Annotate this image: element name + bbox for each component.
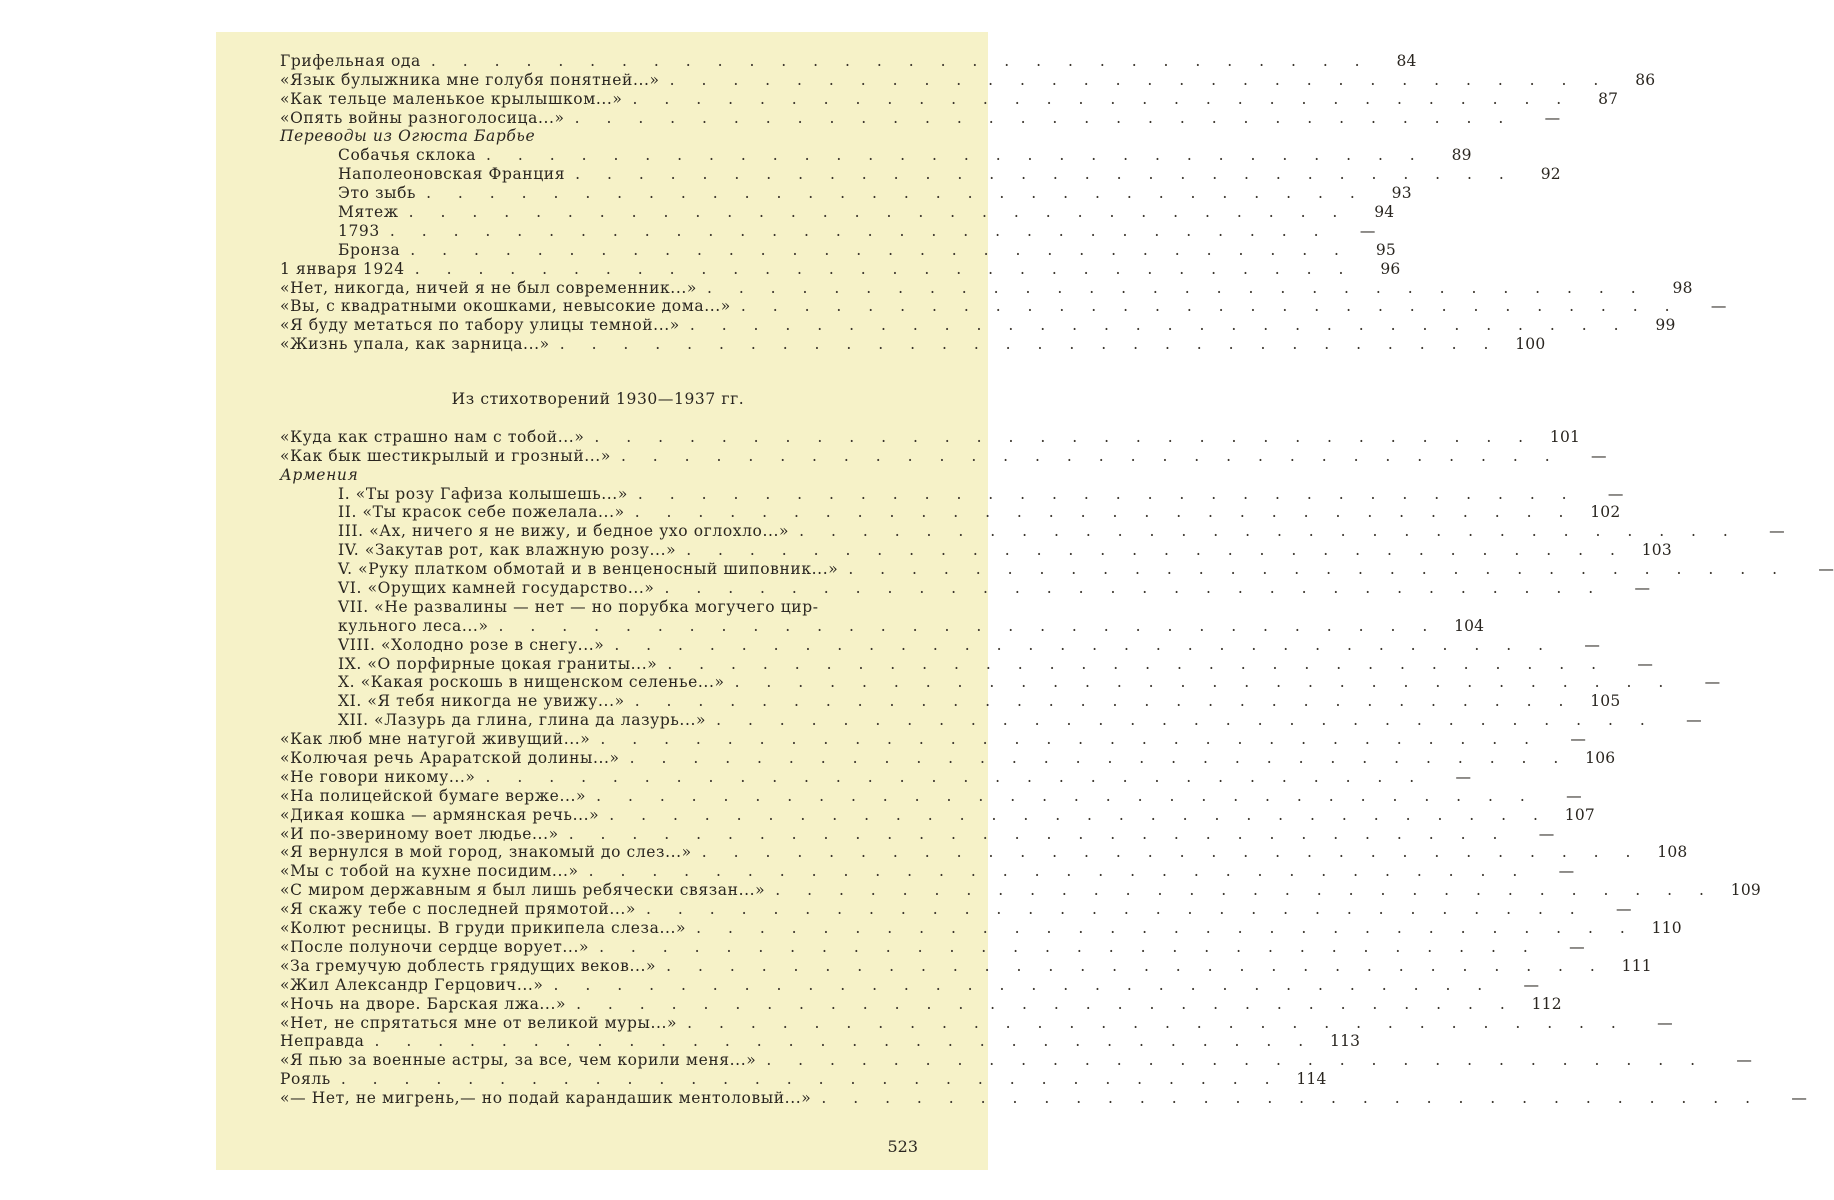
- toc-entry-title: «Как тельце маленькое крылышком...»: [280, 89, 623, 108]
- toc-entry: [280, 144, 1472, 165]
- toc-entry-page: —: [1584, 635, 1601, 654]
- toc-entry-title: IX. «О порфирные цокая граниты...»: [338, 654, 658, 673]
- toc-entry-title: «Я буду метаться по табору улицы темной...»: [280, 316, 680, 335]
- page-number: 523: [887, 1137, 918, 1156]
- toc-entry-page: —: [1570, 730, 1587, 749]
- toc-entry: [280, 709, 1702, 730]
- toc-entry-page: 89: [1451, 146, 1472, 165]
- toc-entry: [280, 1031, 1361, 1051]
- toc-entry: [280, 558, 1834, 579]
- toc-entry: [280, 520, 1785, 541]
- toc-entry-page: 113: [1330, 1032, 1361, 1051]
- dot-leader: . . . . . . . . . . . . . . . . . . . . . . . . . . . . . .: [340, 1070, 1281, 1089]
- toc-entry: [280, 690, 1621, 711]
- toc-entry: [280, 1087, 1808, 1108]
- toc-entry-title: «Я пью за военные астры, за все, чем корили меня...»: [280, 1051, 757, 1070]
- dot-leader: . . . . . . . . . . . . . . . . . . . . . . . . . . . . . .: [485, 767, 1426, 786]
- toc-entry-page: —: [1704, 673, 1721, 692]
- toc-entry-page: 92: [1540, 165, 1561, 184]
- toc-entry-title: II. «Ты красок себе пожелала...»: [338, 503, 625, 522]
- toc-entry: [280, 539, 1672, 560]
- toc-entry-title: Бронза: [338, 240, 401, 259]
- dot-leader: . . . . . . . . . . . . . . . . . . . . . . . . . . . . . .: [716, 711, 1656, 730]
- toc-entry: [280, 1049, 1753, 1070]
- toc-entry: [280, 577, 1651, 598]
- dot-leader: . . . . . . . . . . . . . . . . . . . . . . . . . . . . . .: [701, 843, 1642, 862]
- toc-entry-title: «Ночь на дворе. Барская лжа...»: [280, 994, 567, 1013]
- toc-entry-title: Грифельная ода: [280, 51, 421, 70]
- toc-entry-page: 114: [1296, 1070, 1327, 1089]
- toc-entry: [280, 201, 1395, 222]
- toc-entry-title: Армения: [280, 465, 359, 484]
- toc-entry-page: —: [1657, 1013, 1673, 1032]
- toc-entry: [280, 333, 1546, 354]
- dot-leader: . . . . . . . . . . . . . . . . . . . . . . . . . . . . . .: [426, 184, 1366, 203]
- toc-entry-title: XI. «Я тебя никогда не увижу...»: [338, 692, 625, 711]
- toc-entry-title: Собачья склока: [338, 146, 477, 165]
- dot-leader: . . . . . . . . . . . . . . . . . . . . . . . . . . . . . .: [430, 51, 1371, 70]
- toc-entry-title: «Жизнь упала, как зарница...»: [280, 335, 550, 354]
- toc-entry-page: 106: [1585, 749, 1616, 768]
- toc-entry: [280, 69, 1656, 89]
- toc-entry: [280, 785, 1582, 805]
- dot-leader: . . . . . . . . . . . . . . . . . . . . . . . . . . . . . .: [588, 862, 1529, 881]
- toc-entry-title: «— Нет, не мигрень,— но подай карандашик ментоловый...»: [280, 1089, 812, 1108]
- toc-entry-page: 96: [1380, 259, 1401, 278]
- toc-entry-title: III. «Ах, ничего я не вижу, и бедное ухо оглохло...»: [338, 522, 790, 541]
- toc-entry-page: 94: [1374, 203, 1395, 222]
- toc-entry: [280, 898, 1632, 919]
- toc-entry-title: VII. «Не развалины — нет — но порубка могучего цир-: [338, 597, 819, 616]
- toc-entry: [280, 88, 1619, 108]
- toc-entry: [280, 993, 1562, 1013]
- dot-leader: . . . . . . . . . . . . . . . . . . . . . . . . . . . . . .: [374, 1032, 1315, 1051]
- toc-entry-page: —: [1455, 767, 1472, 786]
- dot-leader: . . . . . . . . . . . . . . . . . . . . . . . . . . . . . .: [614, 635, 1555, 654]
- toc-entry: [280, 426, 1581, 446]
- toc-entry: [280, 1068, 1327, 1089]
- toc-entry-page: 101: [1549, 427, 1581, 446]
- toc-entry: [280, 804, 1595, 824]
- toc-entry-title: «Как бык шестикрылый и грозный...»: [280, 446, 611, 465]
- toc-entry-title: XII. «Лазурь да глина, глина да лазурь...»: [338, 711, 707, 730]
- toc-entry-page: 111: [1621, 956, 1652, 975]
- dot-leader: . . . . . . . . . . . . . . . . . . . . . . . . . . . . . .: [599, 937, 1539, 956]
- toc-entry: [280, 879, 1761, 900]
- toc-entry-page: —: [1544, 108, 1561, 127]
- toc-entry: [280, 917, 1682, 938]
- dot-leader: . . . . . . . . . . . . . . . . . . . . . . . . . . . . . .: [666, 956, 1606, 975]
- toc-entry-title: V. «Руку платком обмотай и в венценосный шиповник...»: [338, 560, 839, 579]
- toc-entry-title: «Не говори никому...»: [280, 767, 476, 786]
- dot-leader: . . . . . . . . . . . . . . . . . . . . . . . . . . . . . .: [734, 673, 1675, 692]
- toc-entry-page: —: [1538, 824, 1555, 843]
- toc-entry-page: 108: [1657, 843, 1688, 862]
- dot-leader: . . . . . . . . . . . . . . . . . . . . . . . . . . . . . .: [414, 259, 1355, 278]
- dot-leader: . . . . . . . . . . . . . . . . . . . . . . . . . . . . . .: [646, 900, 1586, 919]
- dot-leader: . . . . . . . . . . . . . . . . . . . . . . . . . . . . . .: [799, 522, 1739, 541]
- dot-leader: . . . . . . . . . . . . . . . . . . . . . . . . . . . . . .: [559, 335, 1500, 354]
- dot-leader: . . . . . . . . . . . . . . . . . . . . . . . . . . . . . .: [689, 316, 1630, 335]
- toc-entry-title: «Жил Александр Герцович...»: [280, 975, 544, 994]
- toc-entry-title: I. «Ты розу Гафиза колышешь...»: [338, 484, 628, 503]
- toc-entry-title: «Язык булыжника мне голубя понятней...»: [280, 70, 660, 89]
- toc-entry-title: «Нет, никогда, ничей я не был современник...»: [280, 278, 697, 297]
- toc-entry-title: «Колют ресницы. В груди прикипела слеза...»: [280, 919, 687, 938]
- section-heading: Из стихотворений 1930—1937 гг.: [451, 390, 745, 408]
- toc-entry: [280, 955, 1652, 975]
- dot-leader: . . . . . . . . . . . . . . . . . . . . . . . . . . . . . .: [486, 146, 1426, 165]
- dot-leader: . . . . . . . . . . . . . . . . . . . . . . . . . . . . . .: [609, 805, 1549, 824]
- toc-entry: [280, 445, 1607, 465]
- toc-entry-page: —: [1616, 900, 1632, 919]
- dot-leader: . . . . . . . . . . . . . . . . . . . . . . . . . . . . . .: [821, 1089, 1762, 1108]
- toc-entry-page: —: [1818, 560, 1834, 579]
- toc-entry: [280, 653, 1654, 673]
- toc-entry-title: Мятеж: [338, 203, 399, 222]
- dot-leader: . . . . . . . . . . . . . . . . . . . . . . . . . . . . . .: [629, 749, 1570, 768]
- toc-entry: [280, 464, 916, 483]
- toc-entry: [280, 672, 1721, 692]
- toc-entry-title: кульного леса...»: [338, 616, 489, 635]
- toc-entry-page: —: [1359, 221, 1376, 240]
- toc-entry: [280, 163, 1561, 184]
- toc-entry: [280, 296, 1727, 316]
- dot-leader: . . . . . . . . . . . . . . . . . . . . . . . . . . . . . .: [740, 297, 1681, 316]
- toc-entry-page: 87: [1598, 89, 1619, 108]
- dot-leader: . . . . . . . . . . . . . . . . . . . . . . . . . . . . . .: [696, 919, 1636, 938]
- toc-entry-title: Наполеоновская Франция: [338, 165, 566, 184]
- toc-entry-page: —: [1590, 446, 1607, 465]
- toc-entry-title: «С миром державным я был лишь ребячески связан...»: [280, 881, 766, 900]
- toc-entry-title: «Мы с тобой на кухне посидим...»: [280, 862, 579, 881]
- toc-entry-title: Переводы из Огюста Барбье: [280, 127, 536, 146]
- toc-entry: [280, 182, 1412, 203]
- toc-entry: [280, 823, 1555, 843]
- toc-entry: [280, 483, 1624, 503]
- toc-entry-page: —: [1634, 579, 1651, 598]
- dot-leader: . . . . . . . . . . . . . . . . . . . . . . . . . . . . . .: [576, 994, 1516, 1013]
- toc-entry: [280, 1012, 1673, 1032]
- toc-entry: [280, 936, 1585, 956]
- toc-entry-page: —: [1710, 297, 1727, 316]
- toc-entry: [280, 126, 916, 145]
- toc-entry-title: «Я скажу тебе с последней прямотой...»: [280, 900, 637, 919]
- toc-entry: [280, 277, 1693, 297]
- dot-leader: . . . . . . . . . . . . . . . . . . . . . . . . . . . . . .: [848, 560, 1789, 579]
- toc-entry-title: Неправда: [280, 1032, 365, 1051]
- toc-entry: [280, 634, 1601, 654]
- toc-entry: [280, 107, 1561, 127]
- toc-entry-page: 104: [1454, 616, 1485, 635]
- toc-entry: [280, 314, 1676, 335]
- dot-leader: . . . . . . . . . . . . . . . . . . . . . . . . . . . . . .: [594, 427, 1535, 446]
- toc-entry: [280, 860, 1575, 881]
- toc-entry-title: 1793: [338, 221, 380, 240]
- toc-entry-page: 100: [1515, 335, 1546, 354]
- dot-leader: . . . . . . . . . . . . . . . . . . . . . . . . . . . . . .: [568, 824, 1509, 843]
- dot-leader: . . . . . . . . . . . . . . . . . . . . . . . . . . . . . .: [620, 446, 1561, 465]
- dot-leader: . . . . . . . . . . . . . . . . . . . . . . . . . . . . . .: [766, 1051, 1707, 1070]
- dot-leader: . . . . . . . . . . . . . . . . . . . . . . . . . . . . . .: [664, 579, 1605, 598]
- toc-entry-page: 86: [1635, 70, 1656, 89]
- toc-entry-page: —: [1686, 711, 1702, 730]
- toc-entry-page: 95: [1375, 240, 1396, 259]
- toc-entry-page: 105: [1590, 692, 1621, 711]
- toc-entry: [280, 747, 1616, 768]
- toc-entry-title: 1 января 1924: [280, 259, 405, 278]
- toc-entry-page: 110: [1651, 919, 1682, 938]
- dot-leader: . . . . . . . . . . . . . . . . . . . . . . . . . . . . . .: [706, 278, 1647, 297]
- toc-entry: [280, 502, 1621, 522]
- dot-leader: . . . . . . . . . . . . . . . . . . . . . . . . . . . . . .: [775, 881, 1715, 900]
- toc-entry: [280, 220, 1376, 240]
- toc-entry-title: Это зыбь: [338, 184, 417, 203]
- toc-entry: [280, 258, 1401, 278]
- toc-entry-title: X. «Какая роскошь в нищенском селенье...»: [338, 673, 725, 692]
- toc-entry-page: 93: [1391, 184, 1412, 203]
- toc-entry: [280, 50, 1417, 70]
- toc-entry: [280, 239, 1396, 259]
- dot-leader: . . . . . . . . . . . . . . . . . . . . . . . . . . . . . .: [669, 70, 1610, 89]
- dot-leader: . . . . . . . . . . . . . . . . . . . . . . . . . . . . . .: [687, 1013, 1627, 1032]
- toc-entry-page: 99: [1655, 316, 1676, 335]
- toc-entry-page: —: [1736, 1051, 1753, 1070]
- toc-entry-title: VIII. «Холодно розе в снегу...»: [338, 635, 605, 654]
- toc-entry-page: —: [1558, 862, 1575, 881]
- toc-section-2: [280, 426, 1834, 1108]
- toc-entry: [280, 842, 1688, 862]
- toc-entry-title: VI. «Орущих камней государство...»: [338, 579, 655, 598]
- dot-leader: . . . . . . . . . . . . . . . . . . . . . . . . . . . . . .: [686, 541, 1626, 560]
- toc-entry-page: —: [1637, 654, 1654, 673]
- toc-entry-page: 102: [1590, 503, 1621, 522]
- toc-entry-page: —: [1566, 786, 1582, 805]
- toc-entry-title: «Нет, не спрятаться мне от великой муры...»: [280, 1013, 678, 1032]
- toc-entry-title: «Колючая речь Араратской долины...»: [280, 749, 620, 768]
- dot-leader: . . . . . . . . . . . . . . . . . . . . . . . . . . . . . .: [574, 108, 1515, 127]
- book-page: [216, 32, 1834, 1170]
- dot-leader: . . . . . . . . . . . . . . . . . . . . . . . . . . . . . .: [389, 221, 1330, 240]
- toc-entry-page: 98: [1672, 278, 1693, 297]
- toc-entry-title: «Я вернулся в мой город, знакомый до слез...»: [280, 843, 692, 862]
- toc-entry-page: 107: [1564, 805, 1595, 824]
- toc-entry-title: Рояль: [280, 1070, 331, 1089]
- toc-entry-title: «После полуночи сердце ворует...»: [280, 937, 590, 956]
- toc-entry-title: «Опять войны разноголосица...»: [280, 108, 565, 127]
- dot-leader: . . . . . . . . . . . . . . . . . . . . . . . . . . . . . .: [634, 503, 1575, 522]
- dot-leader: . . . . . . . . . . . . . . . . . . . . . . . . . . . . . .: [498, 616, 1439, 635]
- toc-entry-page: 84: [1396, 51, 1417, 70]
- dot-leader: . . . . . . . . . . . . . . . . . . . . . . . . . . . . . .: [575, 165, 1515, 184]
- toc-entry-title: «На полицейской бумаге верже...»: [280, 786, 587, 805]
- toc-entry: [280, 974, 1540, 994]
- toc-entry-title: IV. «Закутав рот, как влажную розу...»: [338, 541, 677, 560]
- dot-leader: . . . . . . . . . . . . . . . . . . . . . . . . . . . . . .: [410, 240, 1350, 259]
- toc-entry-title: «Дикая кошка — армянская речь...»: [280, 805, 600, 824]
- dot-leader: . . . . . . . . . . . . . . . . . . . . . . . . . . . . . .: [596, 786, 1536, 805]
- toc-section-1: [280, 50, 1727, 354]
- toc-entry-page: —: [1607, 484, 1624, 503]
- toc-entry-page: 112: [1531, 994, 1562, 1013]
- toc-entry-title: «Как люб мне натугой живущий...»: [280, 730, 591, 749]
- dot-leader: . . . . . . . . . . . . . . . . . . . . . . . . . . . . . .: [634, 692, 1575, 711]
- dot-leader: . . . . . . . . . . . . . . . . . . . . . . . . . . . . . .: [637, 484, 1578, 503]
- dot-leader: . . . . . . . . . . . . . . . . . . . . . . . . . . . . . .: [667, 654, 1608, 673]
- toc-entry-title: «За гремучую доблесть грядущих веков...»: [280, 956, 657, 975]
- toc-entry-title: «Вы, с квадратными окошками, невысокие дома...»: [280, 297, 731, 316]
- toc-entry-title: «И по-звериному воет людье...»: [280, 824, 559, 843]
- dot-leader: . . . . . . . . . . . . . . . . . . . . . . . . . . . . . .: [632, 89, 1573, 108]
- toc-entry-page: —: [1523, 975, 1540, 994]
- toc-entry: [280, 615, 1485, 635]
- toc-entry: [280, 596, 916, 615]
- toc-entry-title: «Куда как страшно нам с тобой...»: [280, 427, 585, 446]
- dot-leader: . . . . . . . . . . . . . . . . . . . . . . . . . . . . . .: [600, 730, 1541, 749]
- toc-entry: [280, 728, 1587, 749]
- toc-entry-page: 109: [1730, 881, 1761, 900]
- dot-leader: . . . . . . . . . . . . . . . . . . . . . . . . . . . . . .: [408, 203, 1349, 222]
- toc-entry-page: —: [1769, 522, 1785, 541]
- toc-entry: [280, 766, 1472, 786]
- toc-entry-page: —: [1791, 1089, 1808, 1108]
- dot-leader: . . . . . . . . . . . . . . . . . . . . . . . . . . . . . .: [553, 975, 1494, 994]
- toc-entry-page: —: [1569, 937, 1585, 956]
- toc-entry-page: 103: [1641, 541, 1672, 560]
